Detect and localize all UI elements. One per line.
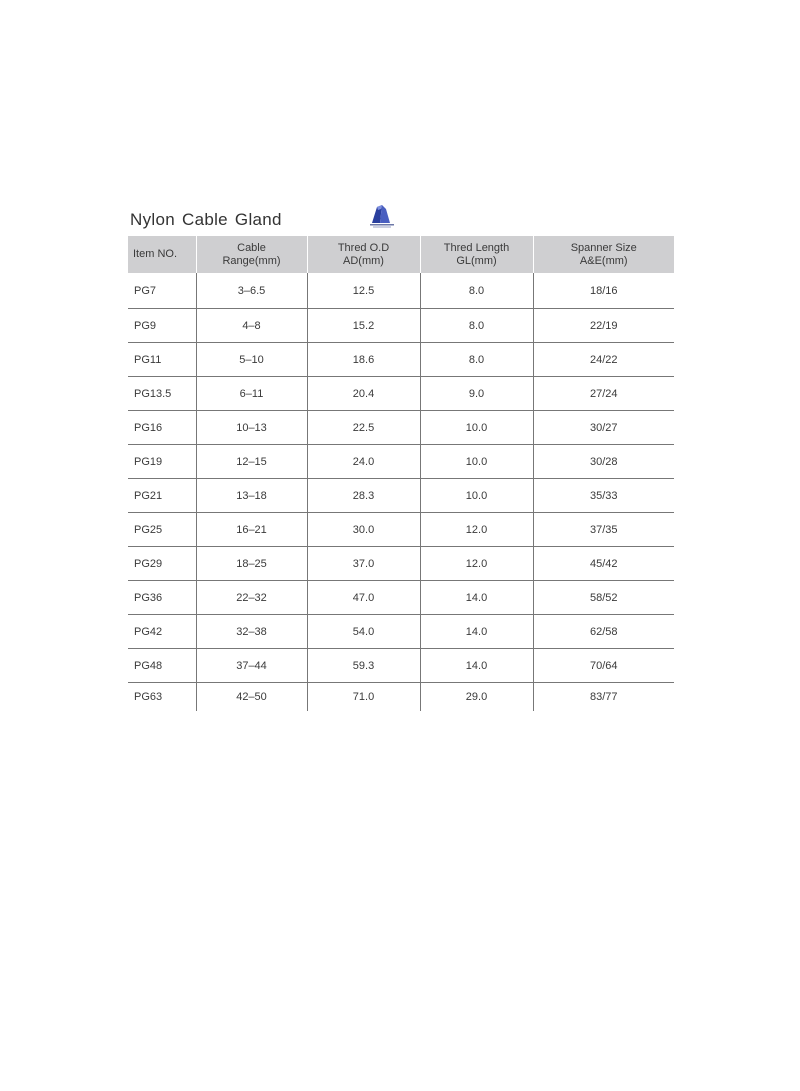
table-row [128,445,674,479]
table-row [128,513,674,547]
table-row [128,411,674,445]
spanner-size-cell: 35/33 [533,479,674,513]
item-no-cell: PG63 [128,683,196,712]
spanner-size-cell: 70/64 [533,649,674,683]
spanner-size-cell: 45/42 [533,547,674,581]
thread-od-cell: 15.2 [307,309,420,343]
table-row [128,683,674,712]
cable-range-cell: 37–44 [196,649,307,683]
item-no-cell: PG11 [128,343,196,377]
thread-length-cell: 29.0 [420,683,533,712]
cable-range-cell: 18–25 [196,547,307,581]
cable-range-cell: 10–13 [196,411,307,445]
spanner-size-cell: 30/28 [533,445,674,479]
thread-length-cell: 10.0 [420,445,533,479]
spanner-size-cell: 37/35 [533,513,674,547]
thread-od-cell: 24.0 [307,445,420,479]
table-header [128,236,674,273]
thread-od-cell: 54.0 [307,615,420,649]
cable-range-cell: 13–18 [196,479,307,513]
spec-table [128,236,674,711]
spanner-size-cell: 24/22 [533,343,674,377]
item-no-cell: PG21 [128,479,196,513]
thread-od-cell: 18.6 [307,343,420,377]
thread-od-cell: 37.0 [307,547,420,581]
item-no-cell: PG48 [128,649,196,683]
item-no-cell: PG19 [128,445,196,479]
thread-length-cell: 10.0 [420,479,533,513]
item-no-cell: PG25 [128,513,196,547]
table-row [128,615,674,649]
item-no-cell: PG9 [128,309,196,343]
page-title: Nylon Cable Gland [130,210,282,229]
thread-od-cell: 59.3 [307,649,420,683]
table-body [128,273,674,711]
thread-length-cell: 9.0 [420,377,533,411]
cable-range-cell: 6–11 [196,377,307,411]
spanner-size-cell: 18/16 [533,273,674,309]
header-cable-range: Cable Range(mm) [196,236,307,273]
thread-od-cell: 20.4 [307,377,420,411]
thread-length-cell: 8.0 [420,309,533,343]
header-thread-length: Thred Length GL(mm) [420,236,533,273]
item-no-cell: PG29 [128,547,196,581]
cable-range-cell: 42–50 [196,683,307,712]
table-row [128,581,674,615]
item-no-cell: PG16 [128,411,196,445]
table-row [128,377,674,411]
header-spanner-size: Spanner Size A&E(mm) [533,236,674,273]
thread-length-cell: 8.0 [420,273,533,309]
table-row [128,649,674,683]
thread-length-cell: 14.0 [420,649,533,683]
thread-od-cell: 30.0 [307,513,420,547]
header-item-no: Item NO. [128,236,196,273]
item-no-cell: PG42 [128,615,196,649]
cable-range-cell: 16–21 [196,513,307,547]
thread-od-cell: 28.3 [307,479,420,513]
cable-range-cell: 4–8 [196,309,307,343]
spanner-size-cell: 27/24 [533,377,674,411]
cable-range-cell: 12–15 [196,445,307,479]
cable-range-cell: 5–10 [196,343,307,377]
thread-length-cell: 14.0 [420,581,533,615]
company-logo-icon [368,203,396,229]
thread-length-cell: 12.0 [420,513,533,547]
spanner-size-cell: 83/77 [589,691,618,703]
table-row [128,309,674,343]
thread-length-cell: 12.0 [420,547,533,581]
table-row [128,343,674,377]
table-row [128,479,674,513]
item-no-cell: PG13.5 [128,377,196,411]
thread-length-cell: 14.0 [420,615,533,649]
item-no-cell: PG7 [128,273,196,309]
cable-range-cell: 22–32 [196,581,307,615]
cable-range-cell: 32–38 [196,615,307,649]
item-no-cell: PG36 [128,581,196,615]
table-row [128,547,674,581]
thread-od-cell: 22.5 [307,411,420,445]
spanner-size-cell: 58/52 [533,581,674,615]
thread-length-cell: 10.0 [420,411,533,445]
spanner-size-cell: 62/58 [533,615,674,649]
spanner-size-cell: 30/27 [533,411,674,445]
thread-od-cell: 12.5 [307,273,420,309]
thread-length-cell: 8.0 [420,343,533,377]
cable-range-cell: 3–6.5 [196,273,307,309]
table-row [128,273,674,309]
spanner-size-cell: 22/19 [533,309,674,343]
thread-od-cell: 47.0 [307,581,420,615]
thread-od-cell: 71.0 [307,683,420,712]
header-thread-od: Thred O.D AD(mm) [307,236,420,273]
